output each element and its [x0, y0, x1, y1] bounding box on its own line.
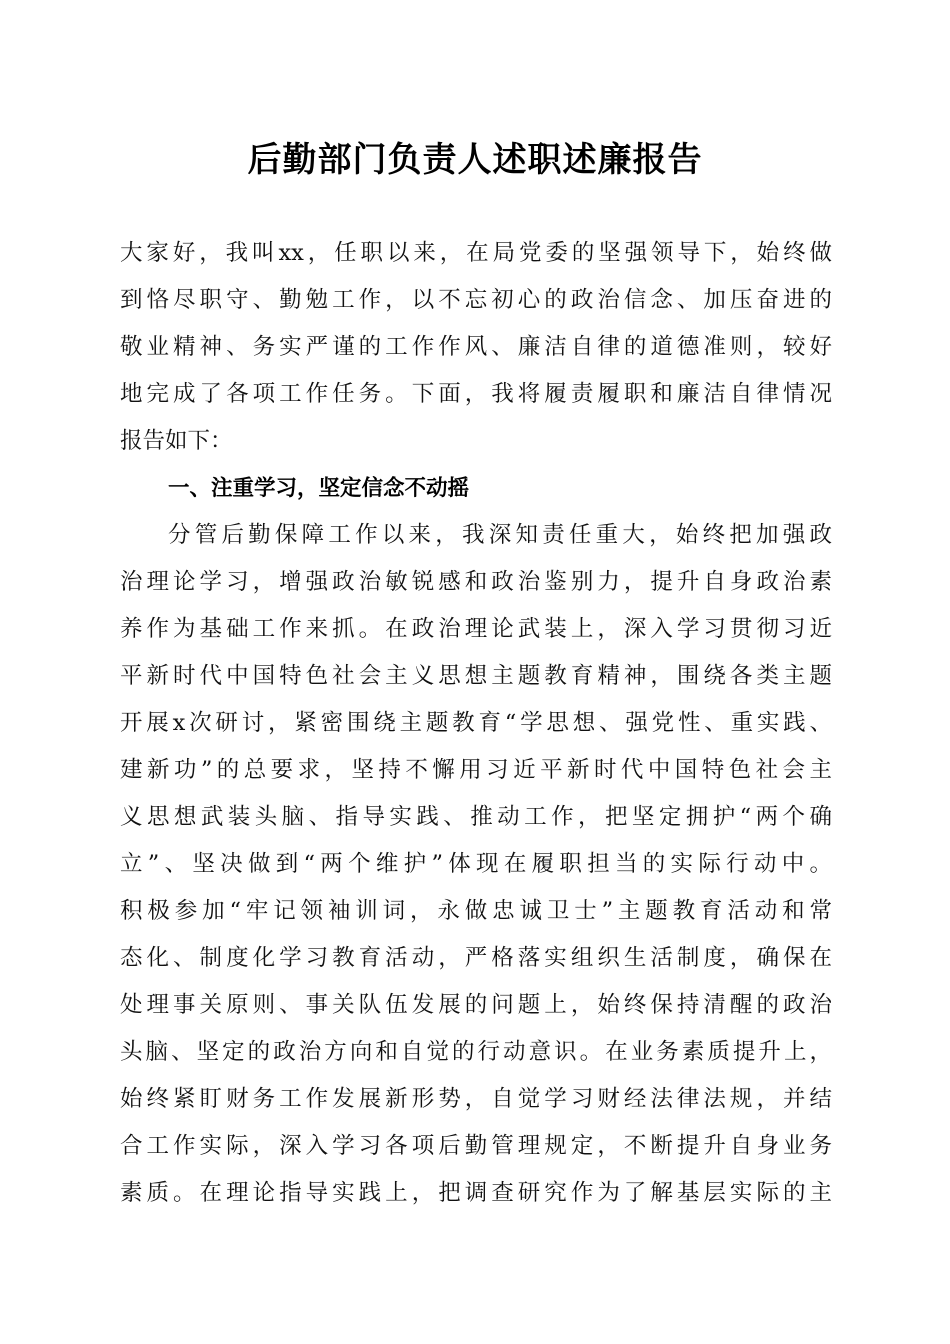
paragraph-line: 平新时代中国特色社会主义思想主题教育精神，围绕各类主题	[120, 663, 832, 689]
paragraph-line: 开展x次研讨，紧密围绕主题教育“学思想、强党性、重实践、	[120, 710, 832, 736]
paragraph-line: 积极参加“牢记领袖训词，永做忠诚卫士”主题教育活动和常	[120, 898, 832, 924]
paragraph-line: 合工作实际，深入学习各项后勤管理规定，不断提升自身业务	[120, 1133, 832, 1159]
document-body	[120, 230, 832, 1217]
intro-line: 敬业精神、务实严谨的工作作风、廉洁自律的道德准则，较好	[120, 334, 832, 360]
paragraph-line: 养作为基础工作来抓。在政治理论武装上，深入学习贯彻习近	[120, 616, 832, 642]
intro-line: 地完成了各项工作任务。下面，我将履责履职和廉洁自律情况	[120, 381, 832, 407]
paragraph-line: 头脑、坚定的政治方向和自觉的行动意识。在业务素质提升上，	[120, 1039, 832, 1065]
paragraph-line: 立”、坚决做到“两个维护”体现在履职担当的实际行动中。	[120, 851, 832, 877]
intro-line: 大家好，我叫xx，任职以来，在局党委的坚强领导下，始终做	[120, 240, 832, 266]
paragraph-line: 义思想武装头脑、指导实践、推动工作，把坚定拥护“两个确	[120, 804, 832, 830]
paragraph-line: 治理论学习，增强政治敏锐感和政治鉴别力，提升自身政治素	[120, 569, 832, 595]
intro-paragraph	[120, 230, 832, 465]
document-title: 后勤部门负责人述职述廉报告	[247, 140, 703, 180]
intro-line: 到恪尽职守、勤勉工作，以不忘初心的政治信念、加压奋进的	[120, 287, 832, 313]
paragraph-line: 分管后勤保障工作以来，我深知责任重大，始终把加强政	[168, 522, 832, 548]
section-paragraph	[120, 512, 832, 1217]
paragraph-line: 始终紧盯财务工作发展新形势，自觉学习财经法律法规，并结	[120, 1086, 832, 1112]
paragraph-line: 建新功”的总要求，坚持不懈用习近平新时代中国特色社会主	[120, 757, 832, 783]
paragraph-line: 态化、制度化学习教育活动，严格落实组织生活制度，确保在	[120, 945, 832, 971]
section-heading: 一、注重学习，坚定信念不动摇	[168, 476, 470, 501]
paragraph-line: 处理事关原则、事关队伍发展的问题上，始终保持清醒的政治	[120, 992, 832, 1018]
intro-line: 报告如下：	[120, 428, 233, 454]
paragraph-line: 素质。在理论指导实践上，把调查研究作为了解基层实际的主	[120, 1180, 832, 1206]
